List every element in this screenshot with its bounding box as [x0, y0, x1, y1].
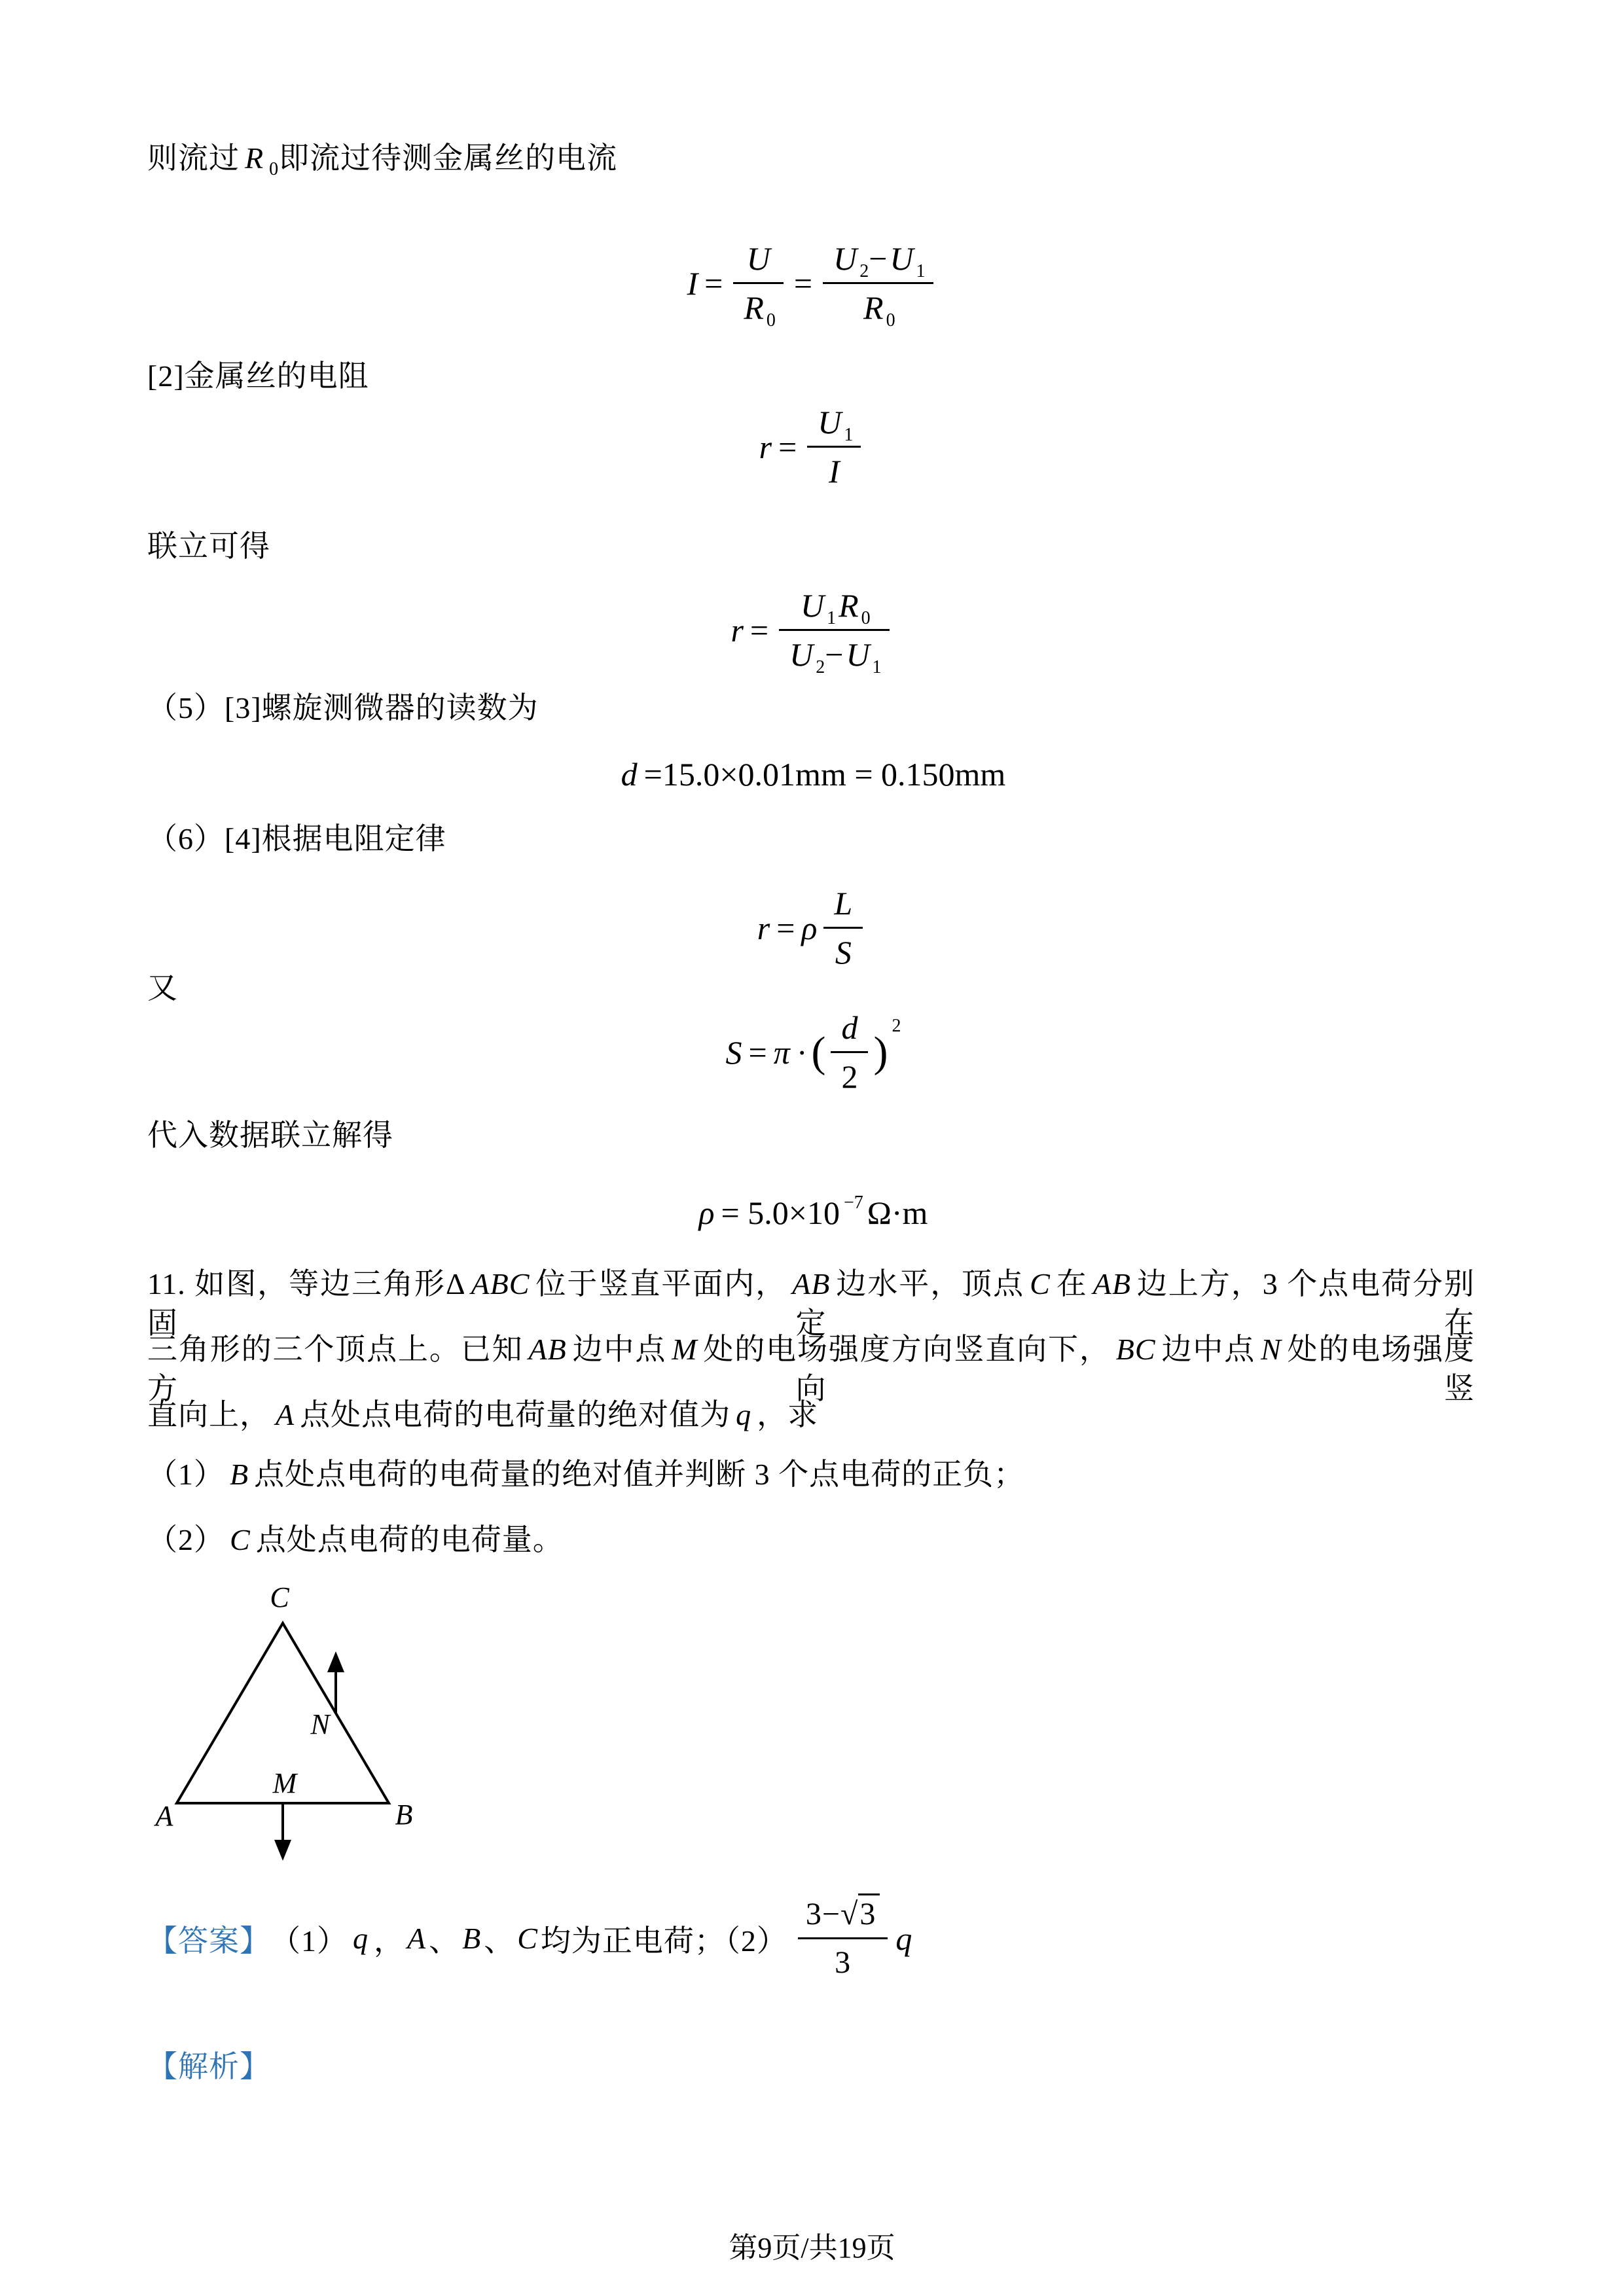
math-var-U: U: [789, 636, 814, 673]
math-var-B: B: [230, 1458, 249, 1491]
midpoint-label-M: M: [272, 1767, 297, 1799]
text-run: 则流过: [147, 141, 240, 175]
triangle-figure: [134, 1568, 501, 1882]
fraction-numerator: [733, 239, 784, 284]
text-run: （6）[4]根据电阻定律: [147, 822, 446, 855]
body-line-wire-resistance: [147, 357, 1475, 396]
text-run: 边上方，3 个点电荷分别固定在: [147, 1267, 1475, 1340]
math-var-B: B: [462, 1922, 482, 1955]
math-var-AB: AB: [792, 1267, 831, 1300]
formula-diameter: [0, 756, 1624, 793]
text-run: 位于竖直平面内，: [535, 1267, 787, 1300]
math-var-q: q: [736, 1398, 752, 1431]
math-var-A: A: [276, 1398, 295, 1431]
formula-resistance-law: [0, 884, 1624, 972]
text-run: 均为正电荷；（2）: [540, 1924, 787, 1958]
fraction-numerator: [779, 586, 889, 631]
math-var-N: N: [1261, 1333, 1282, 1366]
equals-sign: =: [704, 264, 723, 302]
formula-resistivity: ρ = 5.0×10 −7 Ω·m: [698, 1193, 928, 1231]
math-var-rho: ρ: [698, 1194, 715, 1231]
math-var-U: U: [818, 404, 842, 440]
fraction: [823, 884, 863, 972]
math-var-BC: BC: [1115, 1333, 1156, 1366]
q11-line3: [147, 1395, 1475, 1435]
math-var-S: S: [835, 934, 852, 971]
text-run: 代入数据联立解得: [147, 1119, 393, 1152]
body-line-also: [147, 969, 1475, 1008]
text-run: = 5.0×10: [721, 1194, 840, 1231]
math-var-q: q: [895, 1920, 913, 1957]
number: 2: [841, 1058, 858, 1095]
fraction-numerator: [823, 239, 933, 284]
math-var-d: d: [841, 1009, 858, 1046]
fraction-numerator: [807, 403, 861, 448]
unit: Ω·m: [867, 1194, 928, 1231]
math-var-U: U: [846, 636, 870, 673]
math-var-d: d: [621, 756, 638, 793]
text-run: ，: [374, 1924, 405, 1958]
text-run: 即流过待测金属丝的电流: [279, 141, 618, 175]
text-run: [2]金属丝的电阻: [147, 359, 369, 393]
body-line-combine: [147, 527, 1475, 566]
text-run: 、: [484, 1924, 515, 1958]
vertex-label-A: A: [155, 1800, 173, 1832]
text-run: 边中点: [571, 1333, 667, 1366]
minus-sign: −: [825, 636, 844, 673]
math-var-C: C: [1030, 1267, 1051, 1300]
math-sub: 1: [916, 261, 926, 281]
field-arrow-down-head: [274, 1840, 291, 1861]
minus-sign: −: [869, 240, 888, 277]
text-run: 点处点电荷的电荷量的绝对值为: [300, 1398, 731, 1431]
text-run: 三角形的三个顶点上。已知: [147, 1333, 524, 1366]
delta-symbol: Δ: [445, 1267, 466, 1300]
answer-tag: 【答案】: [147, 1924, 270, 1958]
math-sub: 1: [827, 608, 837, 628]
math-var-S: S: [725, 1033, 742, 1071]
math-var-L: L: [834, 885, 853, 922]
math-var-R: R: [839, 587, 859, 624]
body-line-item5: [147, 689, 1475, 728]
fraction-denominator: [807, 448, 861, 491]
fraction: [733, 239, 784, 331]
math-sub: 1: [872, 657, 882, 677]
math-var-I: I: [687, 264, 698, 302]
math-var-U: U: [833, 240, 857, 277]
body-line-current-intro: [147, 139, 1475, 178]
math-var-U: U: [890, 240, 914, 277]
math-var-rho: ρ: [801, 909, 818, 946]
text-run: 又: [147, 971, 178, 1005]
text-run: （1）: [270, 1924, 348, 1958]
text-run: （2）: [147, 1523, 225, 1556]
field-arrow-up-head: [327, 1651, 344, 1672]
equals-sign: =: [776, 909, 795, 946]
radical-sign: √: [840, 1897, 859, 1931]
math-sub: 2: [816, 657, 825, 677]
math-var-R: R: [863, 289, 884, 326]
math-sub: 0: [269, 159, 280, 180]
math-var-ABC: ABC: [471, 1267, 530, 1300]
math-var-R: R: [245, 141, 264, 175]
text-run: 、: [429, 1924, 460, 1958]
text-run: 联立可得: [147, 529, 270, 563]
q11-item2: [147, 1520, 1475, 1560]
fraction-denominator: [823, 929, 863, 972]
body-line-item6: [147, 819, 1475, 859]
fraction-denominator: [823, 284, 933, 331]
math-var-M: M: [672, 1333, 698, 1366]
text-run: 边中点: [1161, 1333, 1256, 1366]
equals-sign: =: [749, 611, 769, 649]
midpoint-label-N: N: [310, 1708, 330, 1740]
dot-operator: ·: [796, 1033, 808, 1071]
math-var-AB: AB: [1092, 1267, 1131, 1300]
math-var-C: C: [230, 1523, 251, 1556]
text-run: 在: [1055, 1267, 1088, 1300]
analysis-tag: [147, 2047, 1475, 2087]
math-var-I: I: [829, 453, 840, 490]
number: 3−: [805, 1897, 840, 1931]
fraction: [807, 403, 861, 491]
text-run: （5）[3]螺旋测微器的读数为: [147, 691, 539, 725]
math-var-U: U: [746, 240, 770, 277]
math-var-U: U: [801, 587, 825, 624]
fraction-denominator: [779, 631, 889, 677]
fraction-denominator: 3: [835, 1945, 852, 1980]
math-var-q: q: [353, 1922, 369, 1955]
text-run: =15.0×0.01mm = 0.150mm: [643, 756, 1006, 793]
text-run: 处的电场强度方向竖直向下，: [702, 1333, 1111, 1366]
fraction: [831, 1008, 868, 1096]
fraction-denominator: [831, 1053, 868, 1096]
equals-sign: =: [778, 428, 797, 465]
math-sub: 1: [844, 425, 854, 445]
math-sub: 0: [886, 310, 895, 331]
math-sub: 0: [861, 608, 871, 628]
text-run: ，求: [757, 1398, 819, 1431]
text-run: 11. 如图，等边三角形: [147, 1267, 446, 1300]
fraction-numerator: [798, 1895, 888, 1939]
text-run: 边水平，顶点: [835, 1267, 1025, 1300]
fraction: [823, 239, 933, 331]
text-run: 点处点电荷的电荷量的绝对值并判断 3 个点电荷的正负；: [254, 1458, 1025, 1491]
vertex-label-C: C: [270, 1581, 289, 1613]
body-line-substitute: [147, 1116, 1475, 1155]
math-var-r: r: [757, 909, 770, 946]
formula-area: S = π · ( $\frac{d}{2}$ ) 2: [725, 1009, 901, 1095]
formula-resistance: [0, 403, 1624, 491]
equals-sign: =: [793, 264, 813, 302]
text-run: （1）: [147, 1458, 225, 1491]
page-number: 第9页/共19页: [729, 2232, 895, 2264]
equals-sign: =: [748, 1033, 767, 1071]
vertex-label-B: B: [395, 1799, 413, 1831]
math-var-A: A: [407, 1922, 427, 1955]
fraction-numerator: [823, 884, 863, 929]
math-sub: 2: [859, 261, 869, 281]
math-var-r: r: [759, 428, 772, 465]
formula-current: [0, 239, 1624, 331]
answer-row: [147, 1895, 915, 1982]
text-run: 点处点电荷的电荷量。: [255, 1523, 564, 1556]
math-var-R: R: [744, 289, 764, 326]
radicand: 3: [858, 1893, 880, 1931]
math-sub: 0: [766, 310, 776, 331]
fraction-denominator: [733, 284, 784, 331]
text-run: 直向上，: [147, 1398, 270, 1431]
q11-item1: [147, 1455, 1475, 1494]
formula-resistance-result: [0, 586, 1624, 677]
math-var-r: r: [731, 611, 744, 649]
fraction-numerator: [831, 1008, 868, 1053]
text-run: 【解析】: [147, 2050, 270, 2083]
math-var-C: C: [517, 1922, 538, 1955]
text-run: 处的电场强度方向竖: [147, 1333, 1475, 1405]
page-footer: [0, 2224, 1624, 2266]
math-var-pi: π: [773, 1033, 790, 1071]
fraction: [779, 586, 889, 677]
answer-fraction: [798, 1895, 888, 1982]
math-var-AB: AB: [528, 1333, 567, 1366]
